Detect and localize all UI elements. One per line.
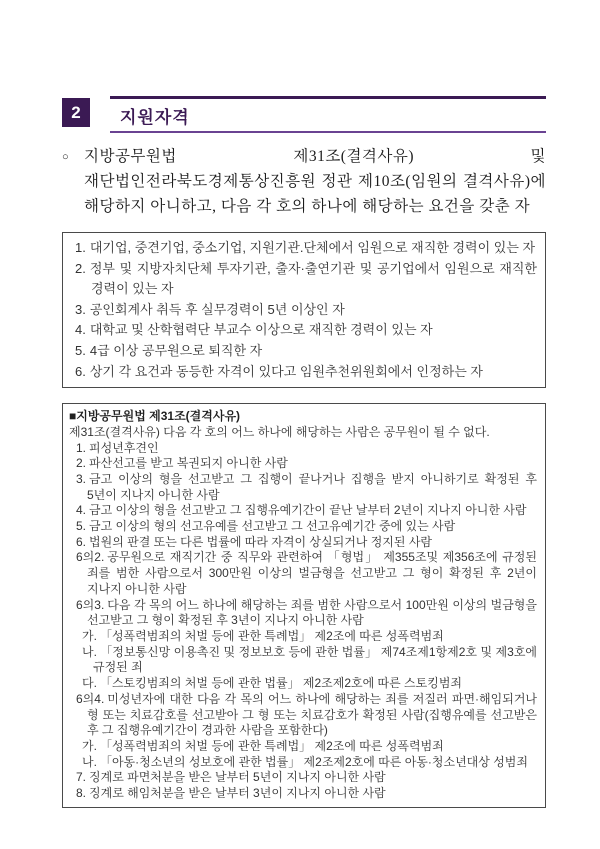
item-text: 대기업, 중견기업, 중소기업, 지원기관.단체에서 임원으로 재직한 경력이 있는 자 — [89, 240, 536, 255]
item-text: 「성폭력범죄의 처벌 등에 관한 특례법」 제2조에 따른 성폭력범죄 — [99, 738, 444, 753]
item-text: 미성년자에 대한 다음 각 목의 어느 하나에 해당하는 죄를 저질러 파면·해임되거나 형 또는 치료감호를 선고받아 그 형 또는 치료감호가 확정된 사람(집행유예를 선고받은 후 그 집행유예기간이 경과한 사람을 포함한다) — [87, 691, 537, 738]
item-text: 정부 및 지방자치단체 투자기관, 출자·출연기관 및 공기업에서 임원으로 재직한 경력이 있는 자 — [89, 260, 537, 297]
law-title — [69, 409, 537, 425]
item-text: 다음 각 목의 어느 하나에 해당하는 죄를 범한 사람으로서 100만원 이상의 벌금형을 선고받고 그 형이 확정된 후 3년이 지나지 아니한 사람 — [87, 597, 537, 628]
list-item — [76, 503, 537, 519]
item-text: 징계로 파면처분을 받은 날부터 5년이 지나지 아니한 사람 — [89, 770, 386, 785]
list-item — [76, 598, 537, 629]
item-text: 「정보통신망 이용촉진 및 정보보호 등에 관한 법률」 제74조제1항제2호 및 제3호에 규정된 죄 — [93, 644, 537, 675]
square-bullet-icon: ■ — [69, 409, 77, 424]
item-text: 공인회계사 취득 후 실무경력이 5년 이상인 자 — [89, 301, 345, 317]
qualification-list — [75, 238, 537, 382]
law-item-list — [69, 441, 537, 802]
item-number: 4. — [75, 322, 86, 338]
item-number: 7. — [76, 770, 87, 785]
law-title-text: 지방공무원법 제31조(결격사유) — [76, 409, 241, 424]
item-text: 「아동·청소년의 성보호에 관한 법률」 제2조제2호에 따른 아동·청소년대상 성범죄 — [99, 754, 528, 769]
list-item — [76, 786, 537, 802]
item-number: 6의4. — [76, 691, 105, 706]
section-number-badge: 2 — [62, 98, 90, 127]
item-text: 「성폭력범죄의 처벌 등에 관한 특례법」 제2조에 따른 성폭력범죄 — [99, 629, 444, 643]
item-number: 3. — [76, 471, 87, 486]
list-item — [76, 770, 537, 786]
section-title: 지원자격 — [120, 108, 190, 127]
item-number: 6. — [75, 363, 86, 379]
item-number: 5. — [76, 519, 87, 534]
list-item — [76, 535, 537, 551]
section-header — [62, 96, 546, 133]
item-text: 「스토킹범죄의 처벌 등에 관한 법률」 제2조제2호에 따른 스토킹범죄 — [99, 676, 463, 691]
item-text: 4급 이상 공무원으로 퇴직한 자 — [89, 342, 263, 358]
list-item — [76, 550, 537, 597]
item-number: 8. — [76, 786, 87, 801]
item-number: 다. — [82, 676, 97, 691]
list-item — [82, 739, 537, 755]
item-number: 2. — [75, 260, 86, 276]
list-item — [82, 629, 537, 645]
list-item — [76, 456, 537, 472]
item-number: 1. — [75, 240, 86, 255]
list-item — [75, 238, 537, 259]
item-text: 징계로 해임처분을 받은 날부터 3년이 지나지 아니한 사람 — [89, 786, 386, 801]
item-number: 6. — [76, 534, 87, 549]
item-text: 파산선고를 받고 복권되지 아니한 사람 — [89, 456, 288, 471]
item-number: 2. — [76, 456, 87, 471]
list-item — [75, 320, 537, 341]
list-item — [76, 692, 537, 739]
item-number: 1. — [76, 440, 87, 455]
item-number: 3. — [75, 301, 86, 317]
section-title-box — [110, 96, 546, 133]
list-item — [82, 755, 537, 771]
qualification-box — [62, 232, 546, 388]
item-text: 금고 이상의 형을 선고받고 그 집행이 끝나거나 집행을 받지 아니하기로 확정된 후 5년이 지나지 아니한 사람 — [87, 471, 537, 502]
item-number: 4. — [76, 503, 87, 518]
item-text: 금고 이상의 형을 선고받고 그 집행유예기간이 끝난 날부터 2년이 지나지 아니한 사람 — [89, 503, 527, 518]
item-text: 금고 이상의 형의 선고유예를 선고받고 그 선고유예기간 중에 있는 사람 — [89, 519, 456, 534]
list-item — [75, 341, 537, 362]
item-number: 6의2. — [76, 550, 105, 565]
item-number: 가. — [82, 629, 97, 643]
item-number: 6의3. — [76, 597, 105, 612]
item-text: 공무원으로 재직기간 중 직무와 관련하여 「형법」 제355조및 제356조에 규정된 죄를 범한 사람으로서 300만원 이상의 벌금형을 선고받고 그 형이 확정된 후 2년이 지나지 아니한 사람 — [87, 550, 537, 596]
item-text: 상기 각 요건과 동등한 자격이 있다고 임원추천위원회에서 인정하는 자 — [89, 363, 483, 379]
list-item — [76, 441, 537, 457]
list-item — [75, 300, 537, 321]
law-excerpt-box — [62, 403, 546, 808]
item-number: 가. — [82, 738, 97, 753]
item-number: 나. — [82, 644, 97, 659]
item-number: 5. — [75, 342, 86, 358]
intro-text: 지방공무원법 제31조(결격사유) 및 재단법인전라북도경제통상진흥원 정관 제10조(임원의 결격사유)에 해당하지 아니하고, 다음 각 호의 하나에 해당하는 요건을 갖춘 자 — [84, 148, 546, 215]
item-text: 법원의 판결 또는 다른 법률에 따라 자격이 상실되거나 정지된 사람 — [89, 534, 433, 549]
item-text: 대학교 및 산학협력단 부교수 이상으로 재직한 경력이 있는 자 — [89, 322, 433, 338]
item-number: 나. — [82, 754, 97, 769]
list-item — [82, 645, 537, 676]
list-item — [76, 519, 537, 535]
law-intro: 제31조(결격사유) 다음 각 호의 어느 하나에 해당하는 사람은 공무원이 될 수 없다. — [69, 424, 490, 439]
intro-paragraph — [62, 144, 546, 219]
list-item — [82, 676, 537, 692]
item-text: 피성년후견인 — [89, 440, 159, 455]
list-item — [75, 259, 537, 300]
list-item — [76, 472, 537, 503]
list-item — [75, 362, 537, 383]
circle-bullet-icon: ○ — [62, 151, 69, 163]
